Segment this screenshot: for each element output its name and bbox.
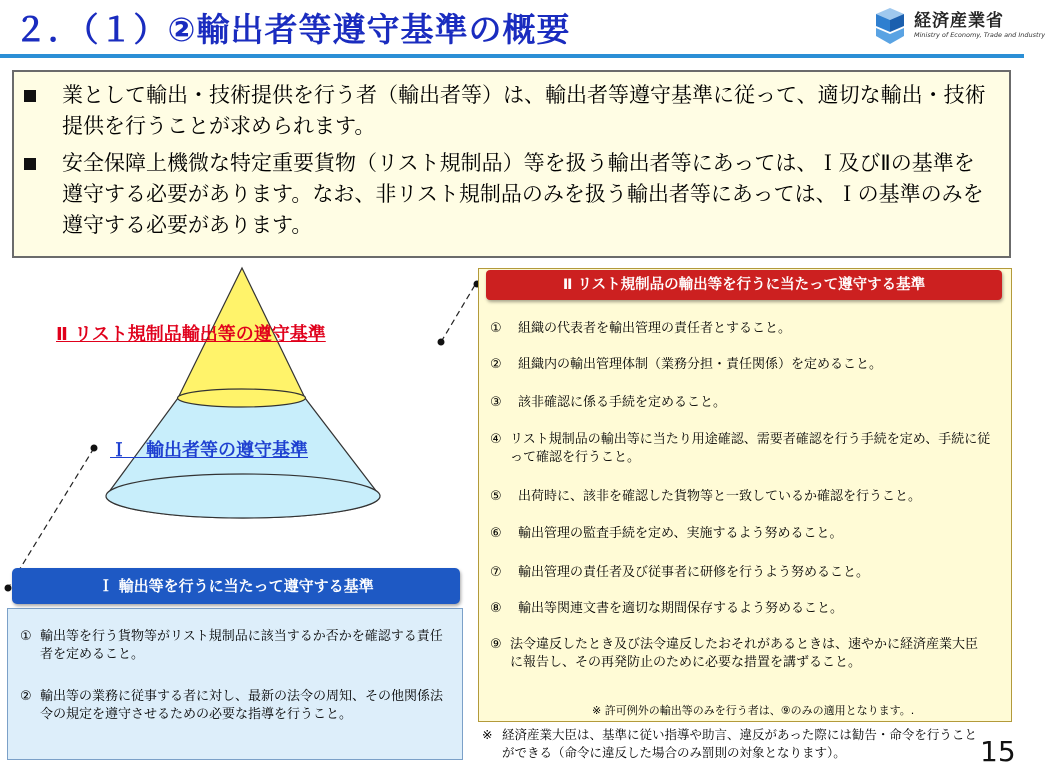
footnote bbox=[482, 726, 982, 762]
item-text: 出荷時に、該非を確認した貨物等と一致しているか確認を行うこと。 bbox=[518, 489, 922, 504]
cone-diagram bbox=[0, 258, 470, 578]
intro-bullet bbox=[24, 148, 992, 241]
ministry-english-name: Ministry of Economy, Trade and Industry bbox=[914, 31, 1045, 39]
intro-box bbox=[12, 70, 1011, 258]
item-text: 組織内の輸出管理体制（業務分担・責任関係）を定めること。 bbox=[518, 357, 883, 372]
square-bullet-icon bbox=[24, 158, 36, 170]
list-item bbox=[490, 525, 1000, 543]
item-text: 輸出管理の監査手続を定め、実施するよう努めること。 bbox=[518, 526, 843, 541]
tier2-label: Ⅱ リスト規制品輸出等の遵守基準 bbox=[56, 324, 326, 345]
cone-mid-ring bbox=[178, 389, 306, 407]
item-text: リスト規制品の輸出等に当たり用途確認、需要者確認を行う手続を定め、手続に従って確認を行うこと。 bbox=[510, 432, 991, 465]
list-item bbox=[20, 628, 450, 664]
ministry-name: 経済産業省 bbox=[914, 11, 1004, 31]
item-number: ① bbox=[490, 321, 502, 336]
item-number: ④ bbox=[490, 432, 502, 447]
page-title: ２．（１）②輸出者等遵守基準の概要 bbox=[14, 10, 571, 49]
footnote-text: 経済産業大臣は、基準に従い指導や助言、違反があった際には勧告・命令を行うことができる（命令に違反した場合のみ罰則の対象となります）。 bbox=[502, 727, 977, 760]
square-bullet-icon bbox=[24, 90, 36, 102]
item-number: ① bbox=[20, 629, 32, 644]
tier1-label: Ｉ 輸出者等の遵守基準 bbox=[110, 440, 308, 461]
item-number: ② bbox=[490, 357, 502, 372]
item-text: 組織の代表者を輸出管理の責任者とすること。 bbox=[518, 321, 792, 336]
list-item bbox=[490, 356, 1000, 374]
panel2-note: ※ 許可例外の輸出等のみを行う者は、⑨のみの適用となります。. bbox=[592, 704, 915, 717]
meti-logo-icon bbox=[870, 6, 910, 46]
list-item bbox=[490, 488, 1010, 506]
item-text: 該非確認に係る手続を定めること。 bbox=[518, 395, 727, 410]
item-number: ⑥ bbox=[490, 526, 502, 541]
list-item bbox=[490, 320, 1000, 338]
item-number: ② bbox=[20, 689, 32, 704]
intro-bullet bbox=[24, 80, 992, 142]
item-text: 輸出等の業務に従事する者に対し、最新の法令の周知、その他関係法令の規定を遵守させるための必要な指導を行うこと。 bbox=[40, 689, 444, 722]
item-text: 輸出等関連文書を適切な期間保存するよう努めること。 bbox=[518, 601, 844, 616]
item-text: 輸出等を行う貨物等がリスト規制品に該当するか否かを確認する責任者を定めること。 bbox=[40, 629, 443, 662]
connector-dot bbox=[5, 585, 12, 592]
list-item bbox=[490, 394, 1000, 412]
cone-base bbox=[106, 474, 380, 518]
item-text: 輸出管理の責任者及び従事者に研修を行うよう努めること。 bbox=[518, 565, 870, 580]
item-number: ⑤ bbox=[490, 489, 502, 504]
list-item bbox=[490, 600, 1000, 618]
title-divider bbox=[0, 54, 1024, 58]
item-number: ③ bbox=[490, 395, 502, 410]
intro-bullet-text: 安全保障上機微な特定重要貨物（リスト規制品）等を扱う輸出者等にあっては、Ｉ及びⅡの基準を遵守する必要があります。なお、非リスト規制品のみを扱う輸出者等にあっては、Ｉの基準のみを遵守する必要があります。 bbox=[62, 151, 984, 237]
list-item bbox=[490, 636, 990, 672]
list-item bbox=[20, 688, 450, 724]
list-item bbox=[490, 564, 1000, 582]
list-item bbox=[490, 431, 996, 467]
item-number: ⑨ bbox=[490, 637, 502, 652]
panel-list-controlled-heading: Ⅱ リスト規制品の輸出等を行うに当たって遵守する基準 bbox=[486, 270, 1002, 300]
intro-bullet-text: 業として輸出・技術提供を行う者（輸出者等）は、輸出者等遵守基準に従って、適切な輸出・技術提供を行うことが求められます。 bbox=[62, 83, 986, 138]
item-text: 法令違反したとき及び法令違反したおそれがあるときは、速やかに経済産業大臣に報告し、その再発防止のために必要な措置を講ずること。 bbox=[510, 637, 979, 670]
item-number: ⑦ bbox=[490, 565, 502, 580]
panel-exporter-heading: Ｉ 輸出等を行うに当たって遵守する基準 bbox=[12, 568, 460, 604]
footnote-mark: ※ bbox=[482, 727, 493, 742]
item-number: ⑧ bbox=[490, 601, 502, 616]
ministry-logo bbox=[870, 4, 1045, 50]
page-number: 15 bbox=[980, 735, 1016, 768]
